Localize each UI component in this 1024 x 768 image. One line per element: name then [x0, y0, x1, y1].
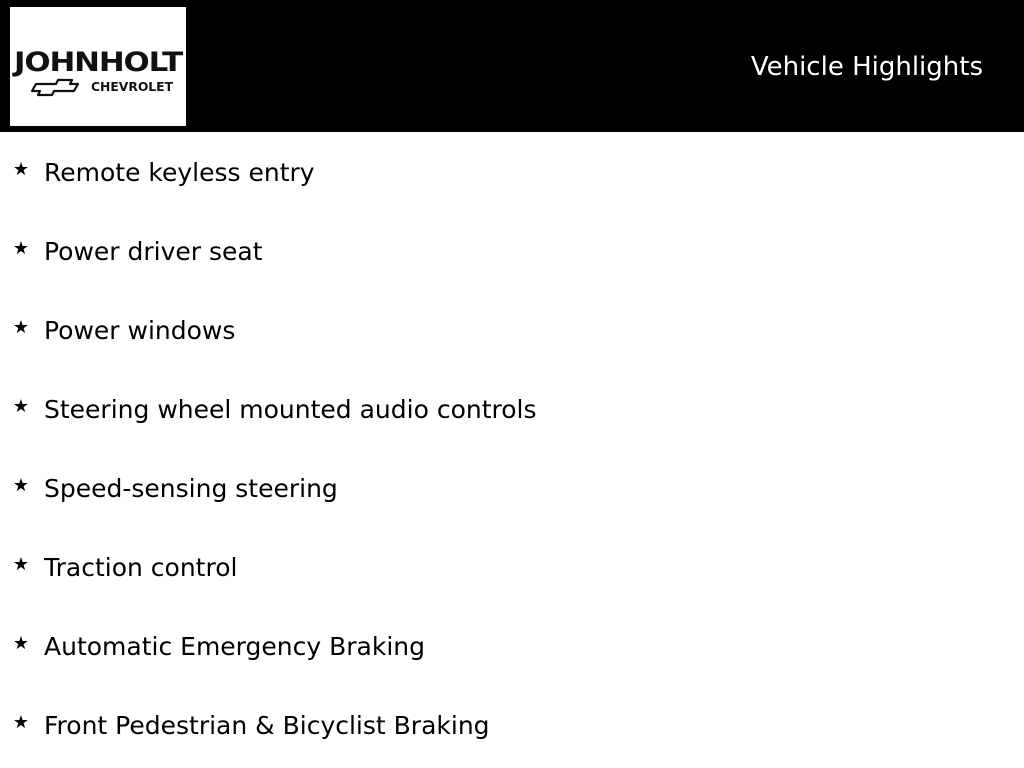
feature-label: Power windows — [44, 316, 236, 345]
svg-text:CHEVROLET: CHEVROLET — [91, 80, 174, 94]
star-icon: ★ — [12, 159, 30, 180]
list-item — [0, 211, 1024, 290]
vehicle-highlights-list — [0, 132, 1024, 764]
star-icon: ★ — [12, 317, 30, 338]
feature-label: Automatic Emergency Braking — [44, 632, 425, 661]
page-title: Vehicle Highlights — [750, 52, 983, 82]
star-icon: ★ — [12, 633, 30, 654]
feature-label: Front Pedestrian & Bicyclist Braking — [44, 711, 490, 740]
dealer-logo-graphic — [10, 7, 186, 126]
list-item — [0, 606, 1024, 685]
feature-label: Remote keyless entry — [44, 158, 315, 187]
list-item — [0, 132, 1024, 211]
list-item — [0, 448, 1024, 527]
star-icon: ★ — [12, 396, 30, 417]
dealer-logo[interactable] — [10, 7, 186, 126]
feature-label: Steering wheel mounted audio controls — [44, 395, 537, 424]
feature-label: Power driver seat — [44, 237, 263, 266]
list-item — [0, 369, 1024, 448]
star-icon: ★ — [12, 238, 30, 259]
list-item — [0, 290, 1024, 369]
feature-label: Traction control — [44, 553, 238, 582]
star-icon: ★ — [12, 554, 30, 575]
list-item — [0, 685, 1024, 764]
svg-text:JOHNHOLT: JOHNHOLT — [11, 47, 184, 78]
chevrolet-bowtie-icon — [32, 80, 78, 95]
star-icon: ★ — [12, 712, 30, 733]
list-item — [0, 527, 1024, 606]
star-icon: ★ — [12, 475, 30, 496]
feature-label: Speed-sensing steering — [44, 474, 338, 503]
header-bar — [0, 0, 1024, 132]
